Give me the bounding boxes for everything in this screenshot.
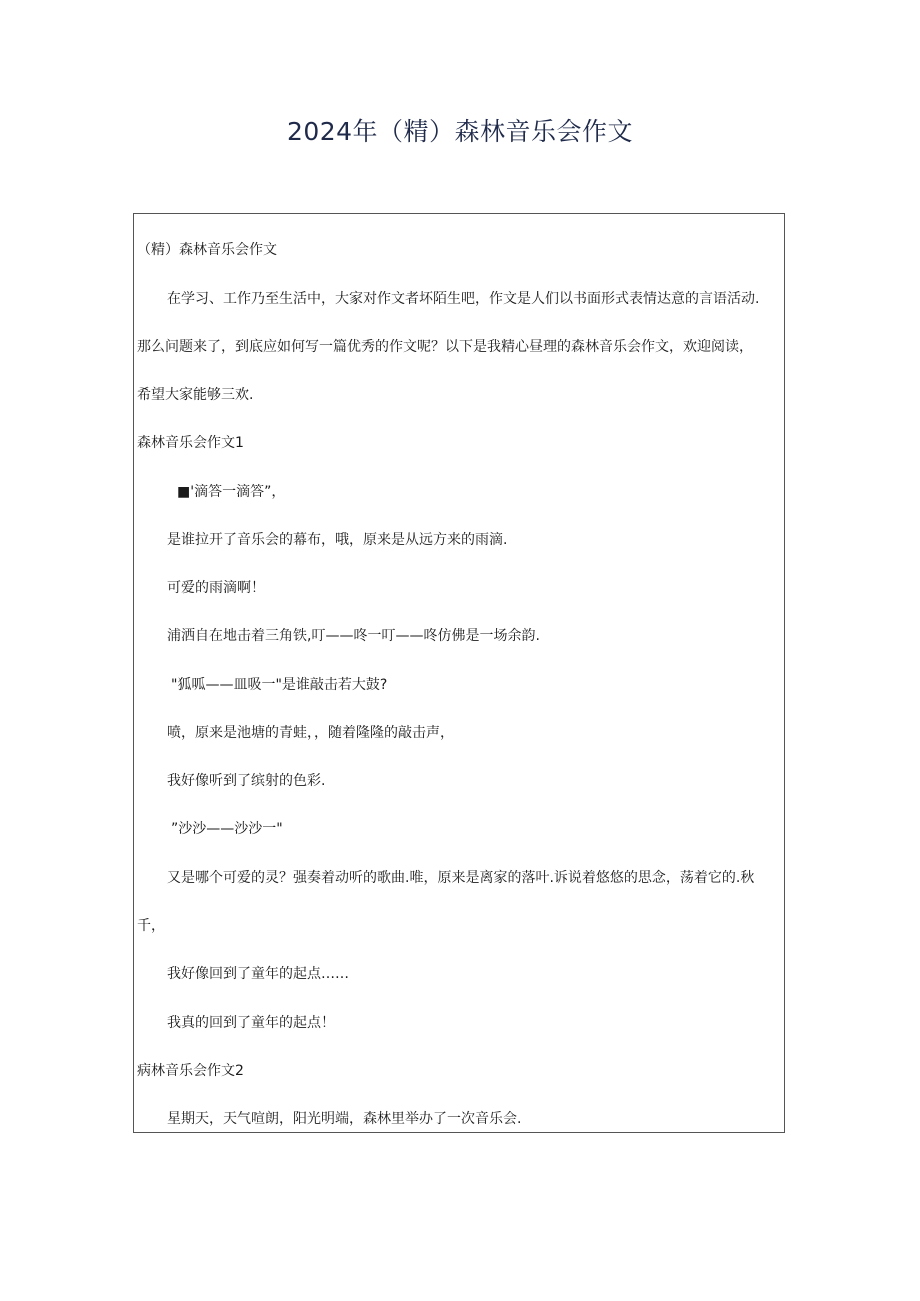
intro-line-3: 希望大家能够三欢. bbox=[137, 387, 254, 403]
paragraph-3: 可爱的雨滴啊！ bbox=[167, 580, 265, 596]
section-heading-2: 病林音乐会作文2 bbox=[137, 1063, 244, 1079]
paragraph-7: 我好像听到了缤射的色彩. bbox=[167, 773, 326, 789]
content-box bbox=[133, 213, 785, 1133]
paragraph-8: ”沙沙——沙沙一" bbox=[171, 821, 283, 837]
document-title: 2024年（精）森林音乐会作文 bbox=[286, 117, 634, 146]
section-heading-1: 森林音乐会作文1 bbox=[137, 435, 244, 451]
paragraph-2: 是谁拉开了音乐会的幕布，哦，原来是从远方来的雨滴. bbox=[167, 532, 508, 548]
paragraph-6: 喷，原来是池塘的青蛙，，随着隆隆的敲击声， bbox=[167, 725, 454, 741]
paragraph-11: 我真的回到了童年的起点！ bbox=[167, 1015, 335, 1031]
paragraph-10: 我好像回到了童年的起点…… bbox=[167, 966, 349, 982]
paragraph-4: 浦洒自在地击着三角铁,叮——咚一叮——咚仿佛是一场余韵. bbox=[167, 628, 540, 644]
subtitle: （精）森林音乐会作文 bbox=[137, 242, 277, 258]
paragraph-9-line-2: 千， bbox=[137, 918, 165, 934]
intro-line-2: 那么问题来了，到底应如何写一篇优秀的作文呢？以下是我精心昼理的森林音乐会作文，欢迎阅读， bbox=[137, 339, 753, 355]
paragraph-9-line-1: 又是哪个可爱的灵？强奏着动听的歌曲.唯，原来是离家的落叶.诉说着悠悠的思念，荡着它的.秋 bbox=[167, 870, 755, 886]
paragraph-5: "狐呱——皿吸一"是谁敲击若大鼓? bbox=[171, 677, 388, 693]
paragraph-1: ■'滴答一滴答”， bbox=[177, 484, 286, 500]
intro-line-1: 在学习、工作乃至生活中，大家对作文者坏陌生吧，作文是人们以书面形式表情达意的言语活动. bbox=[167, 291, 760, 307]
paragraph-12: 星期天，天气喧朗，阳光明端，森林里举办了一次音乐会. bbox=[167, 1111, 522, 1127]
